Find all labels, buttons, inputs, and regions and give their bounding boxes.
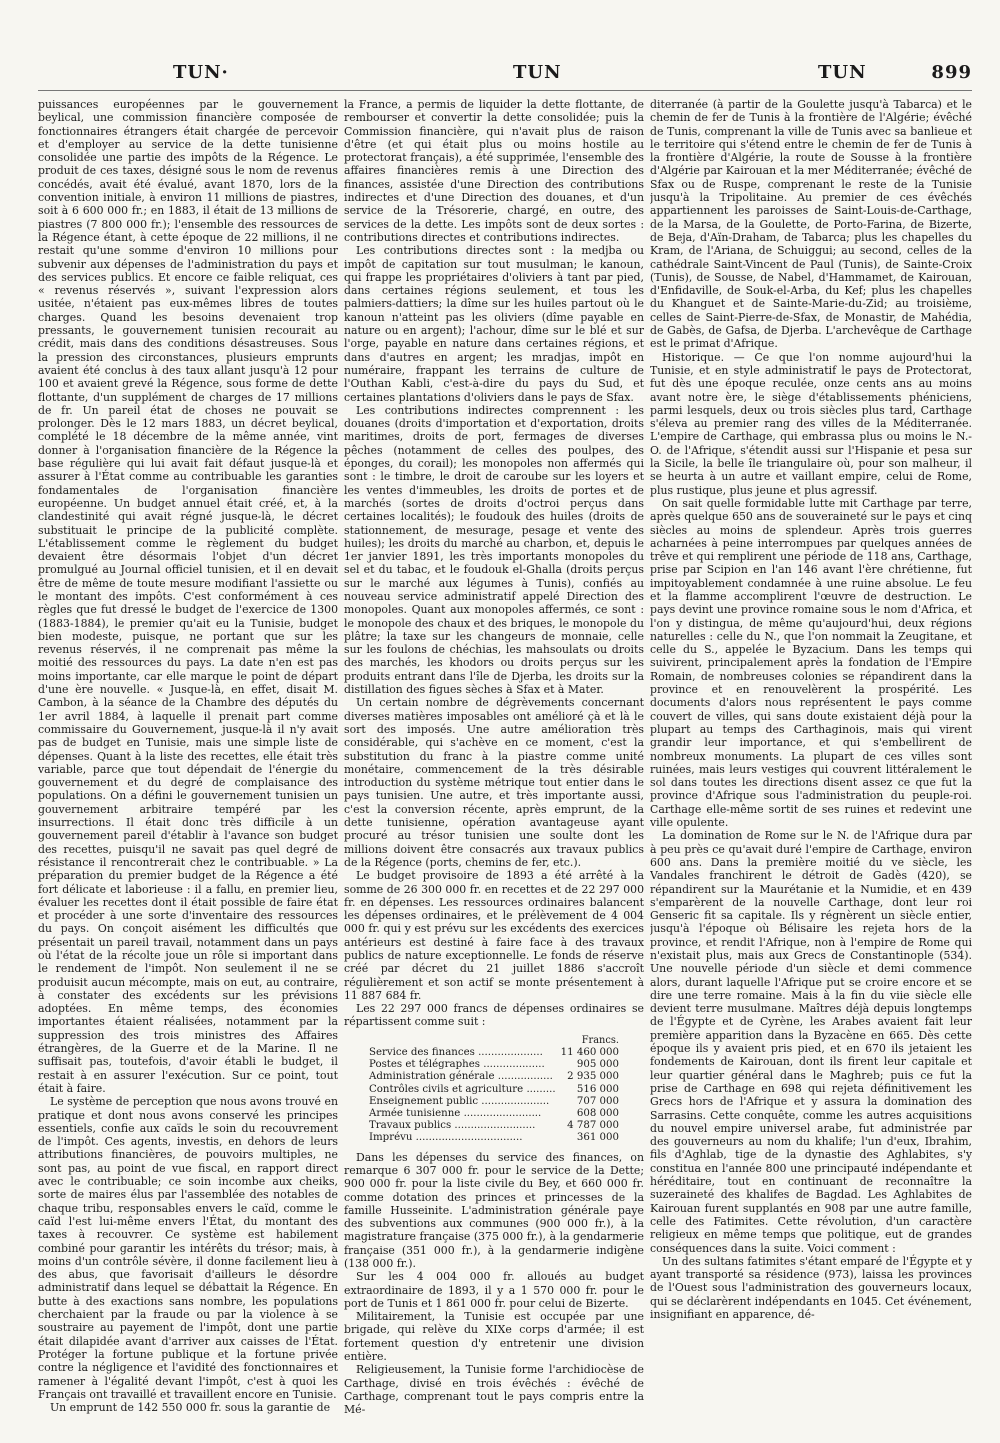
paragraph: la France, a permis de liquider la dette flottante, de rembourser et convertir la dette consolidée; puis la Commission financière, qui n'avait plus de raison d'être (et qui était plus ou moins hostile au protectorat français), a été supprimée, l'ensemble des affaires financières remis à une Direction des finances, assistée d'une Direction des contributions indirectes et d'une Direction des douanes, et d'un service de la Trésorerie, chargé, en outre, des services de la dette. Les impôts sont de deux sortes : contributions directes et contributions indirectes. bbox=[344, 98, 644, 244]
paragraph: On sait quelle formidable lutte mit Carthage par terre, après quelque 650 ans de souveraineté sur le pays et cinq siècles au moins de splendeur. Après trois guerres acharnées à peine interrompues par quelques années de trêve et qui remplirent une période de 118 ans, Carthage, prise par Scipion en l'an 146 avant l'ère chrétienne, fut impitoyablement condamnée à une ruine absolue. Le feu et la flamme accomplirent l'œuvre de destruction. Le pays devint une province romaine sous le nom d'Africa, et l'on y distingua, de même qu'aujourd'hui, deux régions naturelles : celle du N., que l'on nommait la Zeugitane, et celle du S., appelée le Byzacium. Dans les temps qui suivirent, principalement après la fondation de l'Empire Romain, de nombreuses colonies se répandirent dans la province et en renouvelèrent la prospérité. Les documents d'alors nous représentent le pays comme couvert de villes, qui sans doute existaient déjà pour la plupart au temps des Carthaginois, mais qui virent grandir leur importance, et qui s'embellirent de nombreux monuments. La plupart de ces villes sont ruinées, mais leurs vestiges qui couvrent littéralement le sol dans toutes les directions disent assez ce que fut la province d'Afrique sous l'administration du peuple-roi. Carthage elle-même sortit de ses ruines et redevint une ville opulente. bbox=[650, 496, 972, 830]
paragraph: Militairement, la Tunisie est occupée par une brigade, qui relève du XIXe corps d'armée; il est fortement question d'y entretenir une division entière. bbox=[344, 1310, 644, 1364]
row-label: Imprévu ................................. bbox=[369, 1132, 523, 1144]
running-header bbox=[38, 62, 972, 88]
row-label: Postes et télégraphes ................... bbox=[369, 1059, 545, 1071]
paragraph: Historique. — Ce que l'on nomme aujourd'hui la Tunisie, et en style administratif le pays de Protectorat, fut dès une époque reculée, onze cents ans au moins avant notre ère, le siège d'établissements phéniciens, parmi lesquels, deux ou trois siècles plus tard, Carthage s'éleva au premier rang des villes de la Méditerranée. L'empire de Carthage, qui embrassa plus ou moins le N.-O. de l'Afrique, s'étendit aussi sur l'Hispanie et pesa sur la Sicile, la belle île triangulaire où, pour son malheur, il se heurta à un autre et vaillant empire, celui de Rome, plus rustique, plus jeune et plus agressif. bbox=[650, 350, 972, 497]
header-left-word: TUN· bbox=[173, 62, 229, 83]
row-amount: 707 000 bbox=[576, 1095, 619, 1107]
paragraph: puissances européennes par le gouvernement beylical, une commission financière composée de fonctionnaires étrangers était chargée de percevoir et d'employer au service de la dette tunisienne consolidée une partie des impôts de la Régence. Le produit de ces taxes, désigné sous le nom de revenus concédés, avait été évalué, avant 1870, lors de la convention initiale, à environ 11 millions de piastres, soit à 6 600 000 fr.; en 1883, il était de 13 millions de piastres (7 800 000 fr.); l'ensemble des ressources de la Régence étant, à cette époque de 22 millions, il ne restait qu'une somme d'environ 10 millions pour subvenir aux dépenses de l'administration du pays et des services publics. Et encore ce faible reliquat, ces « revenus réservés », suivant l'expression alors usitée, n'étaient pas eux-mêmes libres de toutes charges. Quand les besoins devenaient trop pressants, le gouvernement tunisien recourait au crédit, mais dans des conditions désastreuses. Sous la pression des circonstances, plusieurs emprunts avaient été conclus à des taux allant jusqu'à 12 pour 100 et avaient grevé la Régence, sous forme de dette flottante, d'un supplément de charges de 17 millions de fr. Un pareil état de choses ne pouvait se prolonger. Dès le 12 mars 1883, un décret beylical, complété le 18 décembre de la même année, vint donner à l'organisation financière de la Régence la base régulière qui lui avait fait défaut jusque-là et assurer à l'État comme au contribuable les garanties fondamentales de l'organisation financière européenne. Un budget annuel était créé, et, à la clandestinité qui avait régné jusque-là, le décret substituait le principe de la publicité complète. L'établissement comme le règlement du budget devaient être désormais l'objet d'un décret promulgué au Journal officiel tunisien, et il en devait être de même de toute mesure modifiant l'assiette ou le montant des impôts. C'est conformément à ces règles que fut dressé le budget de l'exercice de 1300 (1883-1884), le premier qu'ait eu la Tunisie, budget bien modeste, puisque, ne portant que sur les revenus réservés, il ne comprenait pas même la moitié des ressources du pays. La date n'en est pas moins importante, car elle marque le point de départ d'une ère nouvelle. « Jusque-là, en effet, disait M. Cambon, à la séance de la Chambre des députés du 1er avril 1884, à laquelle il prenait part comme commissaire du Gouvernement, jusque-là il n'y avait pas de budget en Tunisie, mais une simple liste de dépenses. Quant à la liste des recettes, elle était très variable, parce que tout dépendait de l'énergie du gouvernement et du degré de complaisance des populations. On a défini le gouvernement tunisien un gouvernement arbitraire tempéré par les insurrections. Il était donc très difficile à un gouvernement pareil d'établir à l'avance son budget des recettes, puisqu'il ne savait pas quel degré de résistance il rencontrerait chez le contribuable. » La préparation du premier budget de la Régence a été fort délicate et laborieuse : il a fallu, en premier lieu, évaluer les recettes dont il était possible de faire état et procéder à une sorte d'inventaire des ressources du pays. On conçoit aisément les difficultés que présentait un pareil travail, notamment dans un pays où l'état de la récolte joue un rôle si important dans le rendement de l'impôt. Non seulement il ne se produisit aucun mécompte, mais on eut, au contraire, à constater des excédents sur les prévisions adoptées. En même temps, des économies importantes étaient réalisées, notamment par la suppression des trois ministres des Affaires étrangères, de la Guerre et de la Marine. Il ne suffisait pas, toutefois, d'avoir établi le budget, il restait à en assurer l'exécution. Sur ce point, tout était à faire. bbox=[38, 98, 338, 1095]
table-row bbox=[369, 1108, 619, 1120]
row-amount: 11 460 000 bbox=[560, 1046, 619, 1058]
paragraph: La domination de Rome sur le N. de l'Afrique dura par à peu près ce qu'avait duré l'empire de Carthage, environ 600 ans. Dans la première moitié du ve siècle, les Vandales franchirent le détroit de Gadès (420), se répandirent sur la Maurétanie et la Numidie, et en 439 s'emparèrent de la nouvelle Carthage, dont leur roi Genseric fit sa capitale. Ils y régnèrent un siècle entier, jusqu'à l'époque où Bélisaire les rejeta hors de la province, et rendit l'Afrique, non à l'empire de Rome qui n'existait plus, mais aux Grecs de Constantinople (534). Une nouvelle période d'un siècle et demi commence alors, durant laquelle l'Afrique put se croire encore et se dire une terre romaine. Mais à la fin du viie siècle elle devient terre musulmane. Maîtres déjà depuis longtemps de l'Égypte et de Cyrène, les Arabes avaient fait leur première apparition dans la Byzacène en 665. Dès cette époque ils y avaient pris pied, et en 670 ils jetaient les fondements de Kairouan, dont ils firent leur capitale et leur quartier général dans le Maghreb; puis ce fut la prise de Carthage en 698 qui rejeta définitivement les Grecs hors de l'Afrique et y assura la domination des Sarrasins. Cette conquête, comme les autres acquisitions du nouvel empire universel arabe, fut administrée par des gouverneurs au nom du khalife; l'un d'eux, Ibrahim, fils d'Aghlab, tige de la dynastie des Aghlabites, s'y constitua en l'année 800 une principauté indépendante et héréditaire, tout en continuant de reconnaître la suzeraineté des khalifes de Bagdad. Les Aghlabites de Kairouan furent supplantés en 908 par une autre famille, celle des Fatimites. Cette révolution, d'un caractère religieux en même temps que politique, eut de grandes conséquences dans la suite. Voici comment : bbox=[650, 829, 972, 1255]
paragraph: Dans les dépenses du service des finances, on remarque 6 307 000 fr. pour le service de la Dette; 900 000 fr. pour la liste civile du Bey, et 660 000 fr. comme dotation des princes et princesses de la famille Husseinite. L'administration générale paye des subventions aux communes (900 000 fr.), à la magistrature française (375 000 fr.), à la gendarmerie française (351 000 fr.), à la gendarmerie indigène (138 000 fr.). bbox=[344, 1150, 644, 1270]
table-row bbox=[369, 1096, 619, 1108]
paragraph: Les 22 297 000 francs de dépenses ordinaires se répartissent comme suit : bbox=[344, 1002, 644, 1029]
paragraph: Le système de perception que nous avons trouvé en pratique et dont nous avons conservé les principes essentiels, confie aux caïds le soin du recouvrement de l'impôt. Ces agents, investis, en dehors de leurs attributions financières, de pouvoirs multiples, ne sont pas, au point de vue fiscal, en rapport direct avec le contribuable; ce soin incombe aux cheiks, sorte de maires élus par l'assemblée des notables de chaque tribu, responsables envers le caïd, comme le caïd l'est lui-même envers l'État, du montant des taxes à recouvrer. Ce système est habilement combiné pour garantir les intérêts du trésor; mais, à moins d'un contrôle sévère, il donne facilement lieu à des abus, que favorisait d'ailleurs le désordre administratif dans lequel se débattait la Régence. En butte à des exactions sans nombre, les populations cherchaient par la fraude ou par la violence à se soustraire au payement de l'impôt, dont une partie était dilapidée avant d'arriver aux caisses de l'État. Protéger la fortune publique et la fortune privée contre la négligence et l'avidité des fonctionnaires et ramener à l'égalité devant l'impôt, c'est à quoi les Français ont travaillé et travaillent encore en Tunisie. bbox=[38, 1095, 338, 1401]
row-amount: 608 000 bbox=[576, 1108, 619, 1119]
paragraph: diterranée (à partir de la Goulette jusqu'à Tabarca) et le chemin de fer de Tunis à la frontière de l'Algérie; évêché de Tunis, comprenant la ville de Tunis avec sa banlieue et le territoire qui s'étend entre le chemin de fer de Tunis à la frontière d'Algérie, la route de Sousse à la frontière d'Algérie par Kairouan et la mer Méditerranée; évêché de Sfax ou de Ruspe, comprenant le reste de la Tunisie jusqu'à la Tripolitaine. Au premier de ces évêchés appartiennent les paroisses de Saint-Louis-de-Carthage, de la Marsa, de la Goulette, de Porto-Farina, de Bizerte, de Beja, d'Aïn-Draham, de Tabarca; plus les chapelles du Kram, de l'Ariana, de Schuiggui; au second, celles de la cathédrale Saint-Vincent de Paul (Tunis), de Sainte-Croix (Tunis), de Sousse, de Nabel, d'Hammamet, de Kairouan, d'Enfidaville, de Souk-el-Arba, du Kef; plus les chapelles du Khanguet et de Sainte-Marie-du-Zid; au troisième, celles de Saint-Pierre-de-Sfax, de Monastir, de Mahédia, de Gabès, de Gafsa, de Djerba. L'archevêque de Carthage est le primat d'Afrique. bbox=[650, 98, 972, 351]
row-label: Administration générale ................. bbox=[369, 1071, 553, 1083]
paragraph: Un emprunt de 142 550 000 fr. sous la garantie de bbox=[50, 1401, 331, 1415]
budget-table bbox=[369, 1035, 619, 1145]
paragraph: Un des sultans fatimites s'étant emparé de l'Égypte et y ayant transporté sa résidence (973), laissa les provinces de l'Ouest sous l'administration des gouverneurs locaux, qui se déclarèrent indépendants en 1045. Cet événement, insignifiant en apparence, dé- bbox=[650, 1254, 972, 1322]
row-amount: 905 000 bbox=[576, 1059, 619, 1071]
table-row bbox=[369, 1120, 619, 1132]
table-row bbox=[369, 1084, 619, 1096]
table-header-row bbox=[369, 1035, 619, 1047]
paragraph: Religieusement, la Tunisie forme l'archidiocèse de Carthage, divisé en trois évêchés : évêché de Carthage, comprenant tout le pays compris entre la Mé- bbox=[344, 1363, 644, 1415]
row-amount: 516 000 bbox=[576, 1083, 619, 1095]
table-row bbox=[369, 1059, 619, 1071]
column-left bbox=[38, 98, 338, 1415]
table-row bbox=[369, 1132, 619, 1144]
header-center-word: TUN bbox=[513, 62, 562, 83]
row-label: Service des finances .................... bbox=[369, 1046, 543, 1058]
unit-header: Francs. bbox=[581, 1034, 619, 1046]
row-label: Contrôles civils et agriculture ......... bbox=[369, 1083, 556, 1095]
column-right bbox=[650, 98, 972, 1415]
row-label: Enseignement public ..................... bbox=[369, 1095, 550, 1107]
column-middle bbox=[344, 98, 644, 1415]
header-rule bbox=[38, 90, 972, 91]
table-row bbox=[369, 1047, 619, 1059]
paragraph: Sur les 4 004 000 fr. alloués au budget extraordinaire de 1893, il y a 1 570 000 fr. pour le port de Tunis et 1 861 000 fr. pour celui de Bizerte. bbox=[344, 1270, 644, 1310]
table-row bbox=[369, 1071, 619, 1083]
row-amount: 361 000 bbox=[576, 1132, 619, 1144]
paragraph: Le budget provisoire de 1893 a été arrêté à la somme de 26 300 000 fr. en recettes et de 22 297 000 fr. en dépenses. Les ressources ordinaires balancent les dépenses ordinaires, et le prélèvement de 4 004 000 fr. qui y est prévu sur les excédents des exercices antérieurs est destiné à faire face à des travaux publics de nature exceptionnelle. Le fonds de réserve créé par décret du 21 juillet 1886 s'accroît régulièrement et son actif se monte présentement à 11 887 684 fr. bbox=[344, 869, 644, 1002]
header-right-word: TUN bbox=[818, 62, 867, 83]
page-number: 899 bbox=[931, 62, 972, 83]
paragraph: Les contributions indirectes comprennent : les douanes (droits d'importation et d'exportation, droits maritimes, droits de port, fermages de diverses pêches (notamment de celles des poulpes, des éponges, du corail); les monopoles non affermés qui sont : le timbre, le droit de caroube sur les loyers et les ventes d'immeubles, les droits de portes et de marchés (sortes de droits d'octroi perçus dans certaines localités); le foudouk des huiles (droits de stationnement, de mesurage, pesage et vente des huiles); les droits du marché au charbon, et, depuis le 1er janvier 1891, les très importants monopoles du sel et du tabac, et le foudouk el-Ghalla (droits perçus sur le marché aux légumes à Tunis), confiés au nouveau service administratif appelé Direction des monopoles. Quant aux monopoles affermés, ce sont : le monopole des chaux et des briques, le monopole du plâtre; la taxe sur les changeurs de monnaie, celle sur les foulons de chéchias, les mahsoulats ou droits des marchés, les khodors ou droits perçus sur les produits entrant dans l'île de Djerba, les droits sur la distillation des figues sèches à Sfax et à Mater. bbox=[344, 403, 644, 697]
row-amount: 2 935 000 bbox=[567, 1071, 619, 1083]
row-label: Travaux publics ......................... bbox=[369, 1120, 536, 1132]
paragraph: Les contributions directes sont : la medjba ou impôt de capitation sur tout musulman; le kanoun, qui frappe les propriétaires d'oliviers à tant par pied, dans certaines régions seulement, et tous les palmiers-dattiers; la dîme sur les huiles partout où le kanoun n'atteint pas les oliviers (dîme payable en nature ou en argent); l'achour, dîme sur le blé et sur l'orge, payable en nature dans certaines régions, et dans d'autres en argent; les mradjas, impôt en numéraire, frappant les terrains de culture de l'Outhan Kabli, c'est-à-dire du pays du Sud, et certaines plantations d'oliviers dans le pays de Sfax. bbox=[344, 244, 644, 404]
row-amount: 4 787 000 bbox=[567, 1120, 619, 1132]
paragraph: Un certain nombre de dégrèvements concernant diverses matières imposables ont amélioré çà et là le sort des imposés. Une autre amélioration très considérable, qui s'achève en ce moment, c'est la substitution du franc à la piastre comme unité monétaire, commencement de la très désirable introduction du système métrique tout entier dans le pays tunisien. Une autre, et très importante aussi, c'est la conversion récente, après emprunt, de la dette tunisienne, opération avantageuse ayant procuré au trésor tunisien une soulte dont les millions doivent être consacrés aux travaux publics de la Régence (ports, chemins de fer, etc.). bbox=[344, 696, 644, 869]
row-label: Armée tunisienne ........................ bbox=[369, 1108, 542, 1119]
